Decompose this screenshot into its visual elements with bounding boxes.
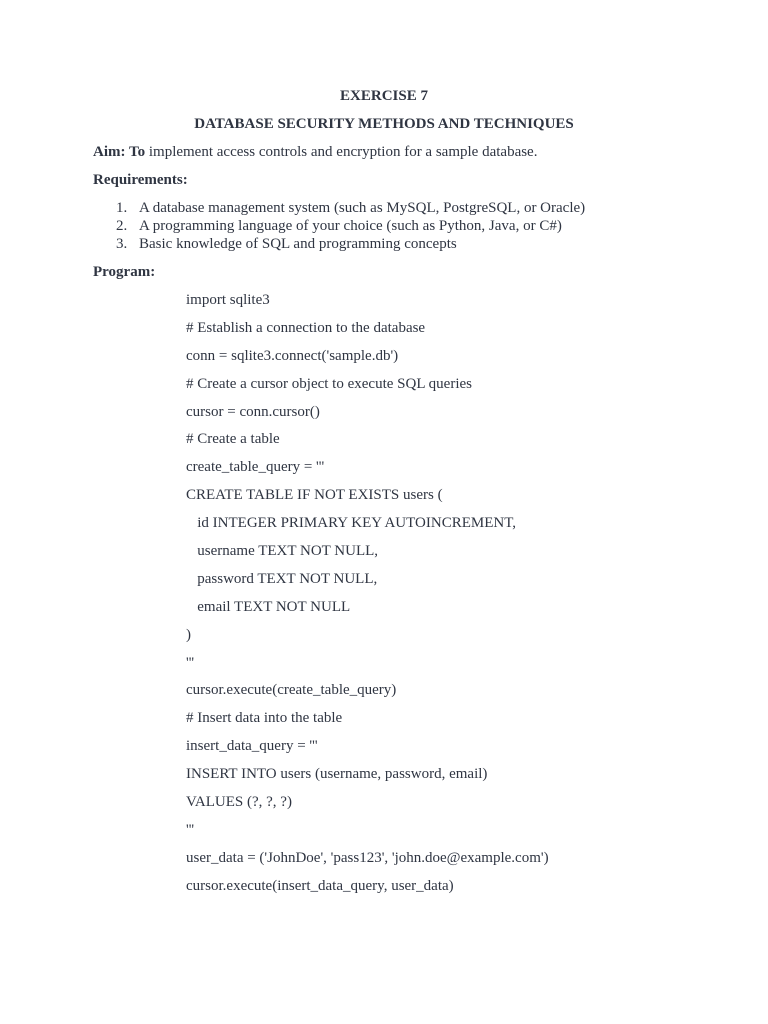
code-line: id INTEGER PRIMARY KEY AUTOINCREMENT,	[186, 515, 516, 532]
code-line: email TEXT NOT NULL	[186, 598, 351, 615]
list-item-text: A database management system (such as MySQL, PostgreSQL, or Oracle)	[139, 200, 586, 216]
list-item-number: 3.	[116, 236, 128, 252]
list-item-number: 2.	[116, 218, 128, 234]
list-item-text: Basic knowledge of SQL and programming concepts	[139, 236, 457, 252]
program-code-block	[186, 291, 549, 905]
code-line: insert_data_query = '''	[186, 738, 318, 755]
code-line: password TEXT NOT NULL,	[186, 570, 378, 587]
code-line: INSERT INTO users (username, password, email)	[186, 766, 488, 783]
list-item-number: 1.	[116, 200, 128, 216]
code-line: VALUES (?, ?, ?)	[186, 794, 292, 811]
aim-text: implement access controls and encryption for a sample database.	[145, 144, 538, 160]
code-line: username TEXT NOT NULL,	[186, 543, 379, 560]
code-line: )	[186, 626, 191, 643]
code-line: CREATE TABLE IF NOT EXISTS users (	[186, 487, 443, 504]
code-line: '''	[186, 654, 195, 671]
aim-label: Aim: To	[93, 144, 146, 160]
code-line: cursor = conn.cursor()	[186, 403, 320, 420]
requirements-heading: Requirements:	[93, 172, 188, 188]
exercise-title: EXERCISE 7	[340, 88, 428, 104]
list-item-text: A programming language of your choice (such as Python, Java, or C#)	[139, 218, 562, 234]
exercise-subtitle: DATABASE SECURITY METHODS AND TECHNIQUES	[194, 116, 574, 132]
code-line: # Create a cursor object to execute SQL queries	[186, 375, 472, 392]
code-line: create_table_query = '''	[186, 459, 325, 476]
code-line: cursor.execute(insert_data_query, user_data)	[186, 877, 454, 894]
code-line: conn = sqlite3.connect('sample.db')	[186, 347, 399, 364]
code-line: user_data = ('JohnDoe', 'pass123', 'john.doe@example.com')	[186, 849, 549, 866]
code-line: # Create a table	[186, 431, 280, 448]
code-line: cursor.execute(create_table_query)	[186, 682, 397, 699]
program-heading: Program:	[93, 264, 156, 280]
code-line: # Insert data into the table	[186, 710, 343, 727]
code-line: '''	[186, 821, 195, 838]
code-line: import sqlite3	[186, 292, 270, 308]
aim-paragraph	[93, 143, 537, 161]
code-line: # Establish a connection to the database	[186, 319, 426, 336]
